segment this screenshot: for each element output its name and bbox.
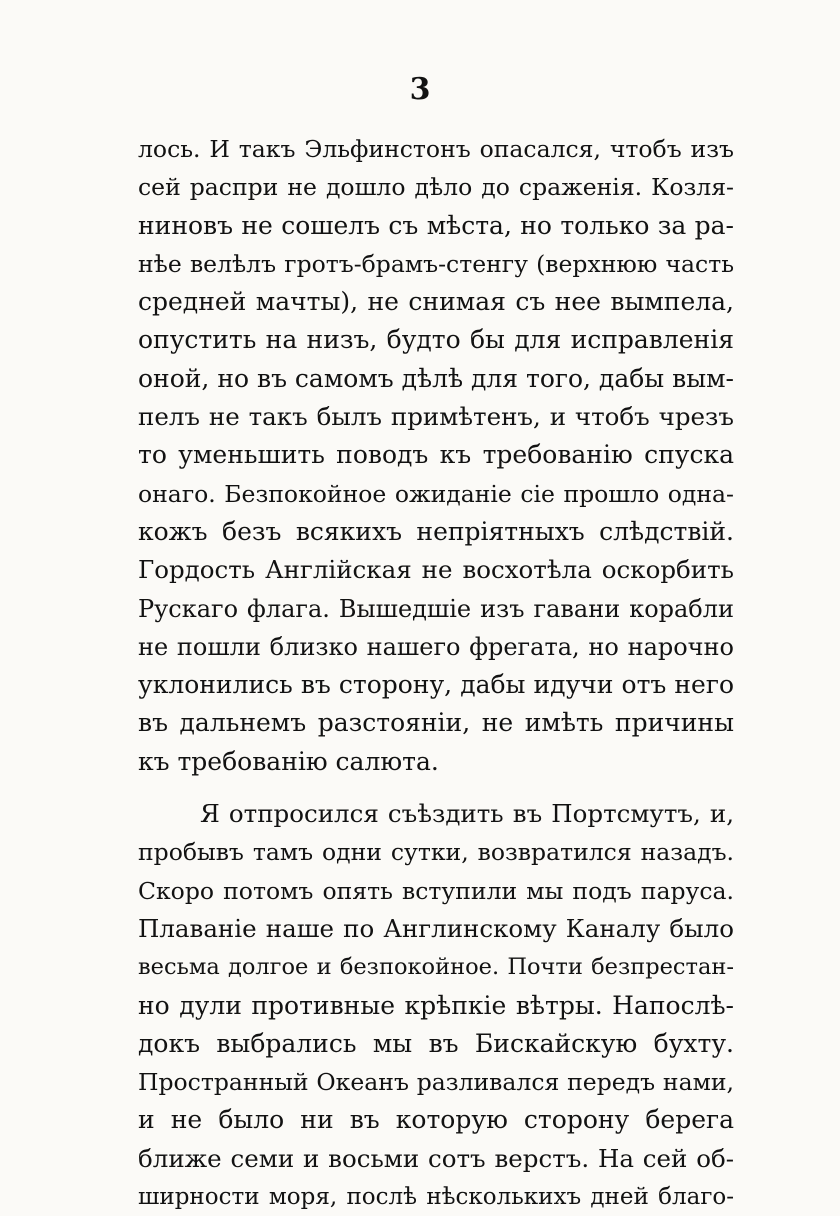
text-line: но дули противные крѣпкіе вѣтры. Напослѣ-: [138, 990, 734, 1020]
text-line: ближе семи и восьми сотъ верстъ. На сей об-: [138, 1143, 734, 1173]
text-line: Я отпросился съѣздить въ Портсмутъ, и,: [200, 799, 734, 829]
text-line: опустить на низъ, будто бы для исправленія: [138, 325, 734, 355]
text-line: кожъ безъ всякихъ непріятныхъ слѣдствій.: [138, 516, 734, 546]
text-line: Пространный Океанъ разливался передъ нами,: [138, 1068, 734, 1097]
text-line: и не было ни въ которую сторону берега: [138, 1105, 734, 1135]
text-line: докъ выбрались мы въ Бискайскую бухту.: [138, 1028, 734, 1058]
text-line: не пошли близко нашего фрегата, но нарочно: [138, 632, 734, 661]
page-number: 3: [409, 72, 431, 107]
paragraph-gap: [138, 781, 734, 795]
text-line: онаго. Безпокойное ожиданіе сіе прошло одна-: [138, 479, 734, 508]
text-line: Гордость Англійская не восхотѣла оскорбить: [138, 555, 734, 585]
text-line: средней мачты), не снимая съ нее вымпела,: [138, 287, 734, 317]
text-line: уклонились въ сторону, дабы идучи отъ него: [138, 670, 734, 700]
text-line: Скоро потомъ опять вступили мы подъ паруса.: [138, 876, 734, 905]
text-line: ширности моря, послѣ нѣсколькихъ дней благо-: [138, 1184, 734, 1211]
text-line: нѣе велѣлъ гротъ-брамъ-стенгу (верхнюю часть: [138, 249, 734, 278]
text-line: сей распри не дошло дѣло до сраженія. Козля-: [138, 173, 734, 202]
paragraph-2: [138, 795, 734, 1216]
body-text: [138, 130, 734, 1216]
text-line: пробывъ тамъ одни сутки, возвратился назадъ.: [138, 838, 734, 867]
text-line: Плаваніе наше по Англинскому Каналу было: [138, 913, 734, 943]
paragraph-1: [138, 130, 734, 781]
text-line: оной, но въ самомъ дѣлѣ для того, дабы вым-: [138, 363, 734, 393]
text-line: то уменьшить поводъ къ требованію спуска: [138, 440, 734, 470]
text-line: лось. И такъ Эльфинстонъ опасался, чтобъ изъ: [138, 135, 734, 163]
text-line: въ дальнемъ разстояніи, не имѣть причины: [138, 708, 734, 738]
text-line: весьма долгое и безпокойное. Почти безпрестан-: [138, 954, 734, 981]
text-line: ниновъ не сошелъ съ мѣста, но только за ра-: [138, 210, 734, 240]
text-line: Рускаго флага. Вышедшіе изъ гавани корабли: [138, 594, 734, 623]
text-line: пелъ не такъ былъ примѣтенъ, и чтобъ чрезъ: [138, 402, 734, 432]
text-line: къ требованію салюта.: [138, 746, 439, 776]
